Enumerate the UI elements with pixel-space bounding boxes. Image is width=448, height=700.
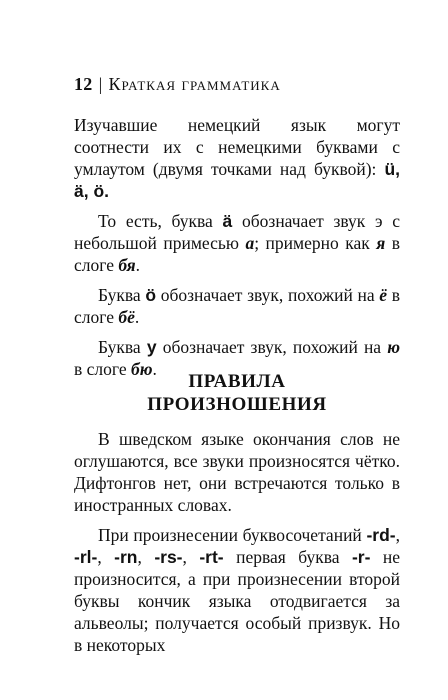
paragraph-letter-combinations: При произнесении буквосочетаний -rd-, -rl-, -rn, -rs-, -rt- первая буква -r- не произносится, а при произнесении второй буквы кончик языка отодвигается за альвеолы; получается особый призвук. Но в некоторых	[74, 525, 401, 655]
heading-line-1: ПРАВИЛА	[188, 371, 286, 392]
sound-ya: я	[376, 233, 386, 253]
letter-r: -r-	[351, 547, 371, 567]
combo-rt: -rt-	[199, 547, 224, 567]
umlaut-section	[74, 114, 400, 388]
pronunciation-section	[74, 428, 400, 664]
syllable-bya: бя	[118, 255, 136, 275]
umlaut-letters: ü, ä, ö.	[74, 159, 400, 201]
syllable-byu: бю	[130, 359, 153, 379]
section-heading	[74, 370, 400, 416]
running-head	[74, 74, 281, 95]
combo-rs: -rs-	[154, 547, 183, 567]
sound-yo: ё	[379, 285, 388, 305]
syllable-byo: бё	[118, 307, 135, 327]
heading-line-2: ПРОИЗНОШЕНИЯ	[147, 394, 327, 415]
paragraph-umlaut-intro: Изучавшие немецкий язык могут соотнести их с немецкими буквами с умлаутом (двумя точками над буквой): ü, ä, ö.	[74, 115, 400, 201]
letter-y: y	[146, 337, 157, 357]
paragraph-letter-y: Буква y обозначает звук, похожий на ю в слоге бю.	[74, 337, 400, 379]
letter-o-umlaut: ö	[145, 285, 157, 305]
paragraph-letter-a: То есть, буква ä обозначает звук э с небольшой примесью а; примерно как я в слоге бя.	[74, 211, 401, 275]
paragraph-endings: В шведском языке окончания слов не оглушаются, все звуки произносятся чётко. Дифтонгов нет, они встречаются только в иностранных словах.	[74, 429, 400, 515]
sound-yu: ю	[387, 337, 400, 357]
combo-rl: -rl-	[74, 547, 98, 567]
section-title: Краткая грамматика	[108, 74, 281, 94]
paragraph-letter-o: Буква ö обозначает звук, похожий на ё в слоге бё.	[74, 285, 400, 327]
letter-a-umlaut: ä	[222, 211, 233, 231]
header-separator: |	[98, 74, 103, 94]
page-number: 12	[74, 74, 93, 94]
combo-rn: -rn	[114, 547, 138, 567]
sound-a: а	[245, 233, 255, 253]
combo-rd: -rd-	[366, 525, 396, 545]
